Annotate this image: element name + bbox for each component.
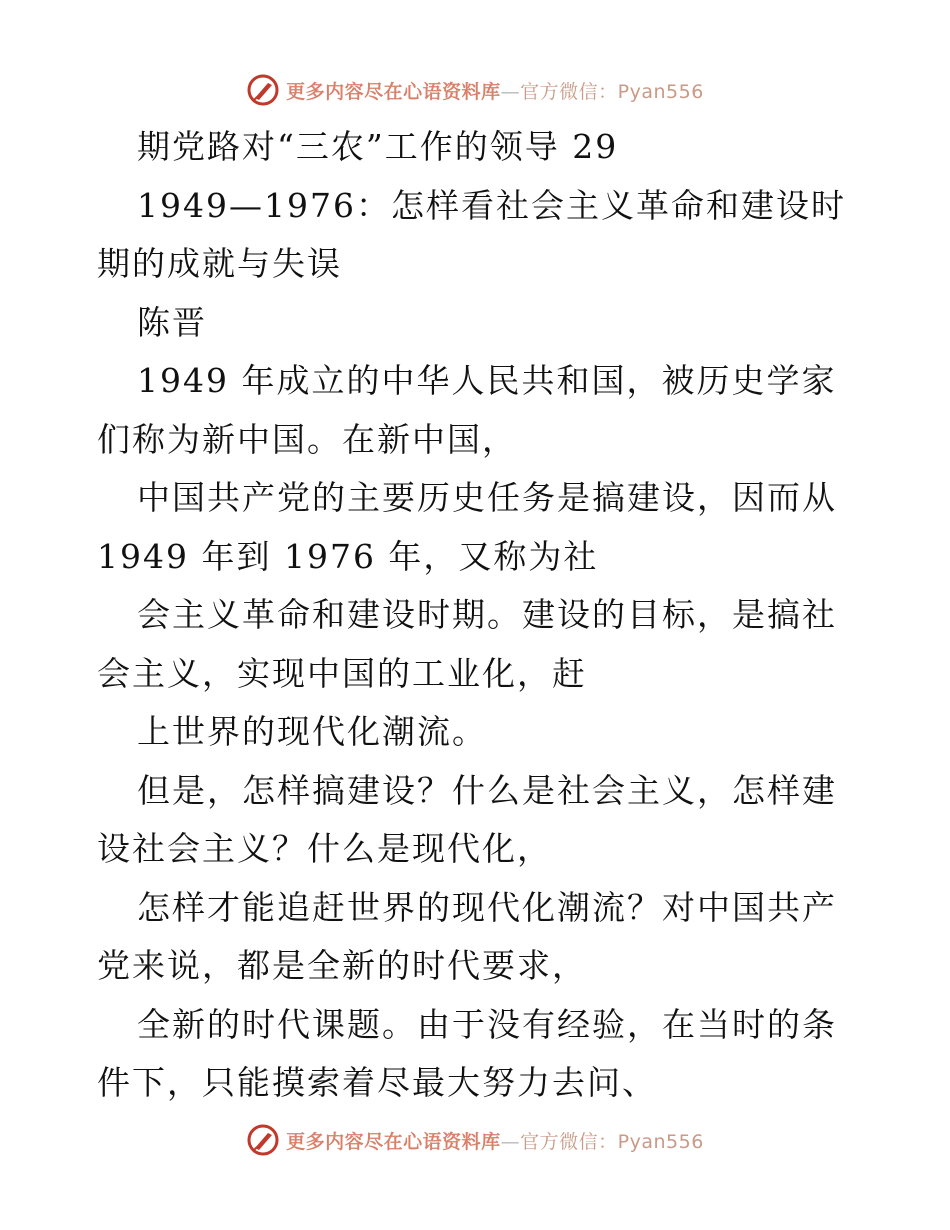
watermark-separator: — <box>500 1130 521 1153</box>
watermark-text <box>286 77 704 104</box>
paragraph: 中国共产党的主要历史任务是搞建设，因而从 1949 年到 1976 年，又称为社 <box>97 478 850 576</box>
paragraph: 但是，怎样搞建设？什么是社会主义，怎样建设社会主义？什么是现代化， <box>97 770 837 868</box>
watermark-separator: — <box>500 80 521 103</box>
watermark-site-text: 更多内容尽在心语资料库 <box>286 1130 501 1153</box>
header-watermark <box>0 70 950 110</box>
paragraph: 会主义革命和建设时期。建设的目标，是搞社会主义，实现中国的工业化，赶 <box>97 595 837 693</box>
author-name: 陈晋 <box>137 302 207 342</box>
paragraph: 期党路对“三农”工作的领导 29 <box>137 127 619 166</box>
document-body <box>97 118 857 1113</box>
paragraph: 1949 年成立的中华人民共和国，被历史学家们称为新中国。在新中国， <box>97 361 837 459</box>
paragraph: 怎样才能追赶世界的现代化潮流？对中国共产党来说，都是全新的时代要求， <box>97 887 837 985</box>
paragraph: 全新的时代课题。由于没有经验，在当时的条件下，只能摸索着尽最大努力去问、 <box>97 1004 837 1102</box>
watermark-contact-text: 官方微信：Pyan556 <box>520 1130 704 1153</box>
quill-pen-logo-icon <box>246 73 280 107</box>
watermark-text <box>286 1127 704 1154</box>
footer-watermark <box>0 1120 950 1160</box>
paragraph: 1949—1976：怎样看社会主义革命和建设时期的成就与失误 <box>97 185 846 283</box>
paragraph: 上世界的现代化潮流。 <box>137 712 487 751</box>
watermark-contact-text: 官方微信：Pyan556 <box>520 80 704 103</box>
quill-pen-logo-icon <box>246 1123 280 1157</box>
watermark-site-text: 更多内容尽在心语资料库 <box>286 80 501 103</box>
